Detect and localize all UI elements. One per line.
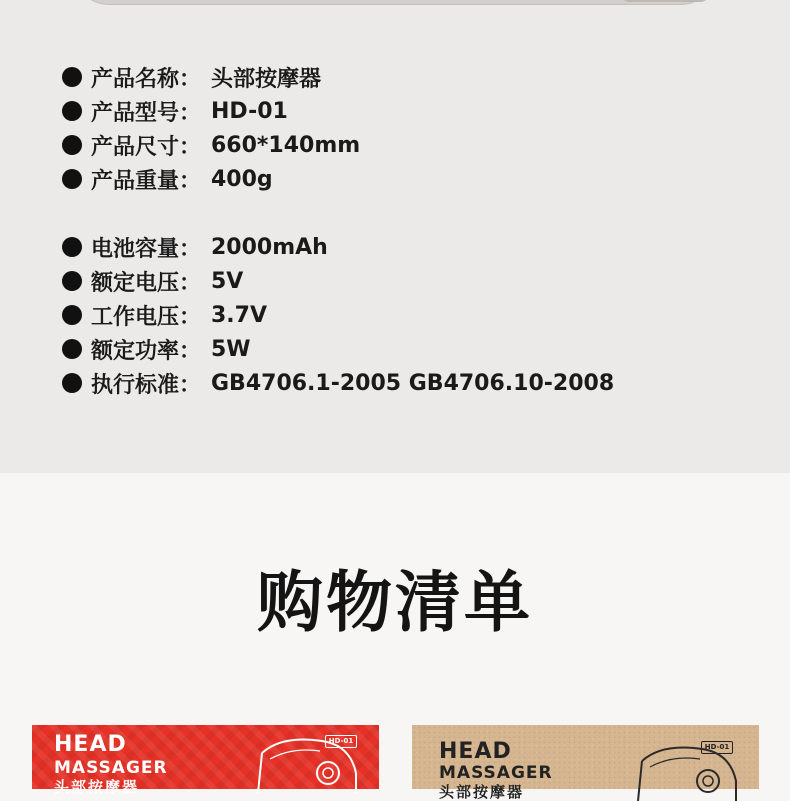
box-model-tag: HD-01 — [325, 735, 357, 748]
box-model-tag: HD-01 — [701, 741, 733, 754]
box-title-cn: 头部按摩器 — [439, 783, 525, 801]
spec-row — [62, 62, 662, 92]
spec-row — [62, 96, 662, 126]
product-box-red — [32, 725, 379, 796]
spec-row — [62, 266, 662, 296]
spec-label: 电池容量： — [91, 236, 202, 262]
spec-label: 额定电压： — [91, 270, 202, 296]
bullet-icon — [62, 339, 82, 359]
spec-label: 工作电压： — [91, 304, 202, 330]
spec-row — [62, 300, 662, 330]
spec-row — [62, 334, 662, 364]
product-image-edge — [70, 0, 720, 4]
spec-value: 2000mAh — [211, 234, 328, 260]
bullet-icon — [62, 237, 82, 257]
bullet-icon — [62, 305, 82, 325]
box-title-cn: 头部按摩器 — [54, 778, 140, 796]
spec-row — [62, 164, 662, 194]
spec-label: 产品型号： — [91, 100, 202, 126]
spec-label: 产品尺寸： — [91, 134, 202, 160]
spec-label: 执行标准： — [91, 372, 202, 398]
spec-value: 5V — [211, 268, 244, 294]
spec-label: 产品名称： — [91, 66, 202, 92]
spec-label: 产品重量： — [91, 168, 202, 194]
shopping-list-title: 购物清单 — [257, 564, 533, 641]
bullet-icon — [62, 67, 82, 87]
bullet-icon — [62, 373, 82, 393]
bullet-icon — [62, 271, 82, 291]
product-image-detail — [620, 0, 710, 2]
spec-value: 5W — [211, 336, 251, 362]
bullet-icon — [62, 135, 82, 155]
spec-value: 3.7V — [211, 302, 267, 328]
massager-sketch-icon — [222, 733, 372, 793]
bullet-icon — [62, 101, 82, 121]
spec-row — [62, 130, 662, 160]
box-title-head: HEAD — [54, 732, 127, 757]
spec-row — [62, 232, 662, 262]
spec-label: 额定功率： — [91, 338, 202, 364]
spec-value: 660*140mm — [211, 132, 361, 158]
box-title-head: HEAD — [439, 739, 512, 764]
bullet-icon — [62, 169, 82, 189]
spec-row — [62, 368, 662, 398]
box-title-massager: MASSAGER — [439, 763, 553, 783]
massager-sketch-icon — [602, 741, 752, 801]
spec-value: 400g — [211, 166, 273, 192]
spec-value: 头部按摩器 — [211, 66, 322, 92]
box-title-massager: MASSAGER — [54, 758, 168, 778]
spec-value: GB4706.1-2005 GB4706.10-2008 — [211, 370, 615, 396]
product-box-kraft — [412, 725, 759, 801]
spec-value: HD-01 — [211, 98, 288, 124]
